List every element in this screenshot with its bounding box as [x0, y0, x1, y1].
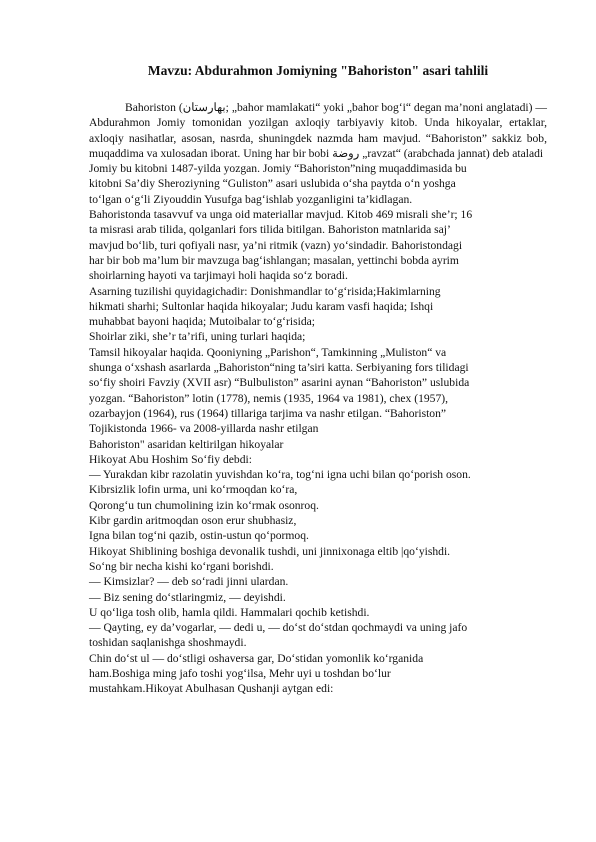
intro-paragraph: Bahoriston (بهارستان; „bahor mamlakati“ yoki „bahor bog‘i“ degan ma’noni anglatadi) — Abdurahmon Jomiy tomonidan yozilgan axloqiy tarbiyaviy kitob. Unda hikoyalar, ertaklar, axloqiy nasihatlar, asosan, nasrda, shuningdek nazmda ham mavjud. “Bahoriston” sakkiz bob, muqaddima va xulosadan iborat. Uning har bir bobi روضة „ravzat“ (arabchada jannat) deb ataladi — [89, 101, 548, 160]
text-line: kitobni Sa’diy Sheroziyning “Guliston” asari uslubida o‘sha paytda o‘n yoshga — [89, 177, 456, 191]
text-line: yozgan. “Bahoriston” lotin (1778), nemis (1935, 1964 va 1981), chex (1957), — [89, 391, 449, 405]
text-line: Asarning tuzilishi quyidagichadir: Donishmandlar to‘g‘risida;Hakimlarning — [89, 284, 441, 298]
text-line: mustahkam.Hikoyat Abulhasan Qushanji aytgan edi: — [89, 682, 334, 696]
text-line: Hikoyat Abu Hoshim So‘fiy debdi: — [89, 452, 252, 466]
text-line: — Qayting, ey da’vogarlar, — dedi u, — do‘st do‘stdan qochmaydi va uning jafo — [89, 621, 468, 635]
text-line: Tojikistonda 1966- va 2008-yillarda nashr etilgan — [89, 422, 319, 436]
text-line: ozarbayjon (1964), rus (1964) tillariga tarjima va nashr etilgan. “Bahoriston” — [89, 406, 447, 420]
text-line: shoirlarning hayoti va tarjimayi holi haqida so‘z boradi. — [89, 269, 348, 283]
text-line: — Kimsizlar? — deb so‘radi jinni ulardan. — [89, 575, 289, 589]
text-line: Chin do‘st ul — do‘stligi oshaversa gar, Do‘stidan yomonlik ko‘rganida — [89, 651, 424, 665]
text-line: hikmati sharhi; Sultonlar haqida hikoyalar; Judu karam vasfi haqida; Ishqi — [89, 299, 434, 313]
text-line: — Biz sening do‘stlaringmiz, — deyishdi. — [89, 590, 286, 604]
text-line: Hikoyat Shiblining boshiga devonalik tushdi, uni jinnixonaga eltib |qo‘yishdi. — [89, 544, 451, 558]
text-line: Kibr gardin aritmoqdan oson erur shubhasiz, — [89, 514, 297, 528]
text-line: Bahoristonda tasavvuf va unga oid materiallar mavjud. Kitob 469 misrali she’r; 16 — [89, 208, 473, 222]
page-title: Mavzu: Abdurahmon Jomiyning "Bahoriston" asari tahlili — [147, 63, 489, 78]
text-line: Jomiy bu kitobni 1487-yilda yozgan. Jomiy “Bahoriston”ning muqaddimasida bu — [89, 162, 467, 176]
text-line: so‘fiy shoiri Favziy (XVII asr) “Bulbuliston” asarini aynan “Bahoriston” uslubida — [89, 376, 470, 390]
text-line: Bahoriston" asaridan keltirilgan hikoyalar — [89, 437, 284, 451]
text-line: Shoirlar ziki, she’r ta’rifi, uning turlari haqida; — [89, 330, 306, 344]
text-line: toshidan saqlanishga shoshmaydi. — [89, 636, 247, 650]
text-line: ham.Boshiga ming jafo toshi yog‘ilsa, Mehr uyi u toshdan bo‘lur — [89, 666, 391, 680]
text-line: shunga o‘xshash asarlarda „Bahoriston“ning ta’siri katta. Serbiyaning fors tilidagi — [89, 361, 469, 375]
text-line: So‘ng bir necha kishi ko‘rgani borishdi. — [89, 559, 274, 573]
body-text — [89, 100, 547, 697]
text-line: U qo‘liga tosh olib, hamla qildi. Hammalari qochib ketishdi. — [89, 605, 370, 619]
text-line: Kibrsizlik lofin urma, uni ko‘rmoqdan ko‘ra, — [89, 483, 298, 497]
text-line: ta misrasi arab tilida, qolganlari fors tilida bitilgan. Bahoriston matnlarida saj’ — [89, 223, 451, 237]
text-line: Tamsil hikoyalar haqida. Qooniyning „Parishon“, Tamkinning „Muliston“ va — [89, 345, 447, 359]
text-lines — [89, 161, 547, 696]
text-line: Igna bilan tog‘ni qazib, ostin-ustun qo‘pormoq. — [89, 529, 309, 543]
text-line: muhabbat bayoni haqida; Mutoibalar to‘g‘risida; — [89, 315, 316, 329]
text-line: to‘lgan o‘g‘li Ziyouddin Yusufga bag‘ishlab yozganligini ta’kidlagan. — [89, 192, 413, 206]
text-line: — Yurakdan kibr razolatin yuvishdan ko‘ra, tog‘ni igna uchi bilan qo‘porish oson. — [89, 468, 471, 482]
text-line: har bir bob ma’lum bir mavzuga bag‘ishlangan; masalan, yettinchi bobda ayrim — [89, 253, 459, 267]
text-line: Qorong‘u tun chumolining izin ko‘rmak osonroq. — [89, 498, 319, 512]
text-line: mavjud bo‘lib, turi qofiyali nasr, ya’ni ritmik (vazn) yo‘sindadir. Bahoristondagi — [89, 238, 463, 252]
